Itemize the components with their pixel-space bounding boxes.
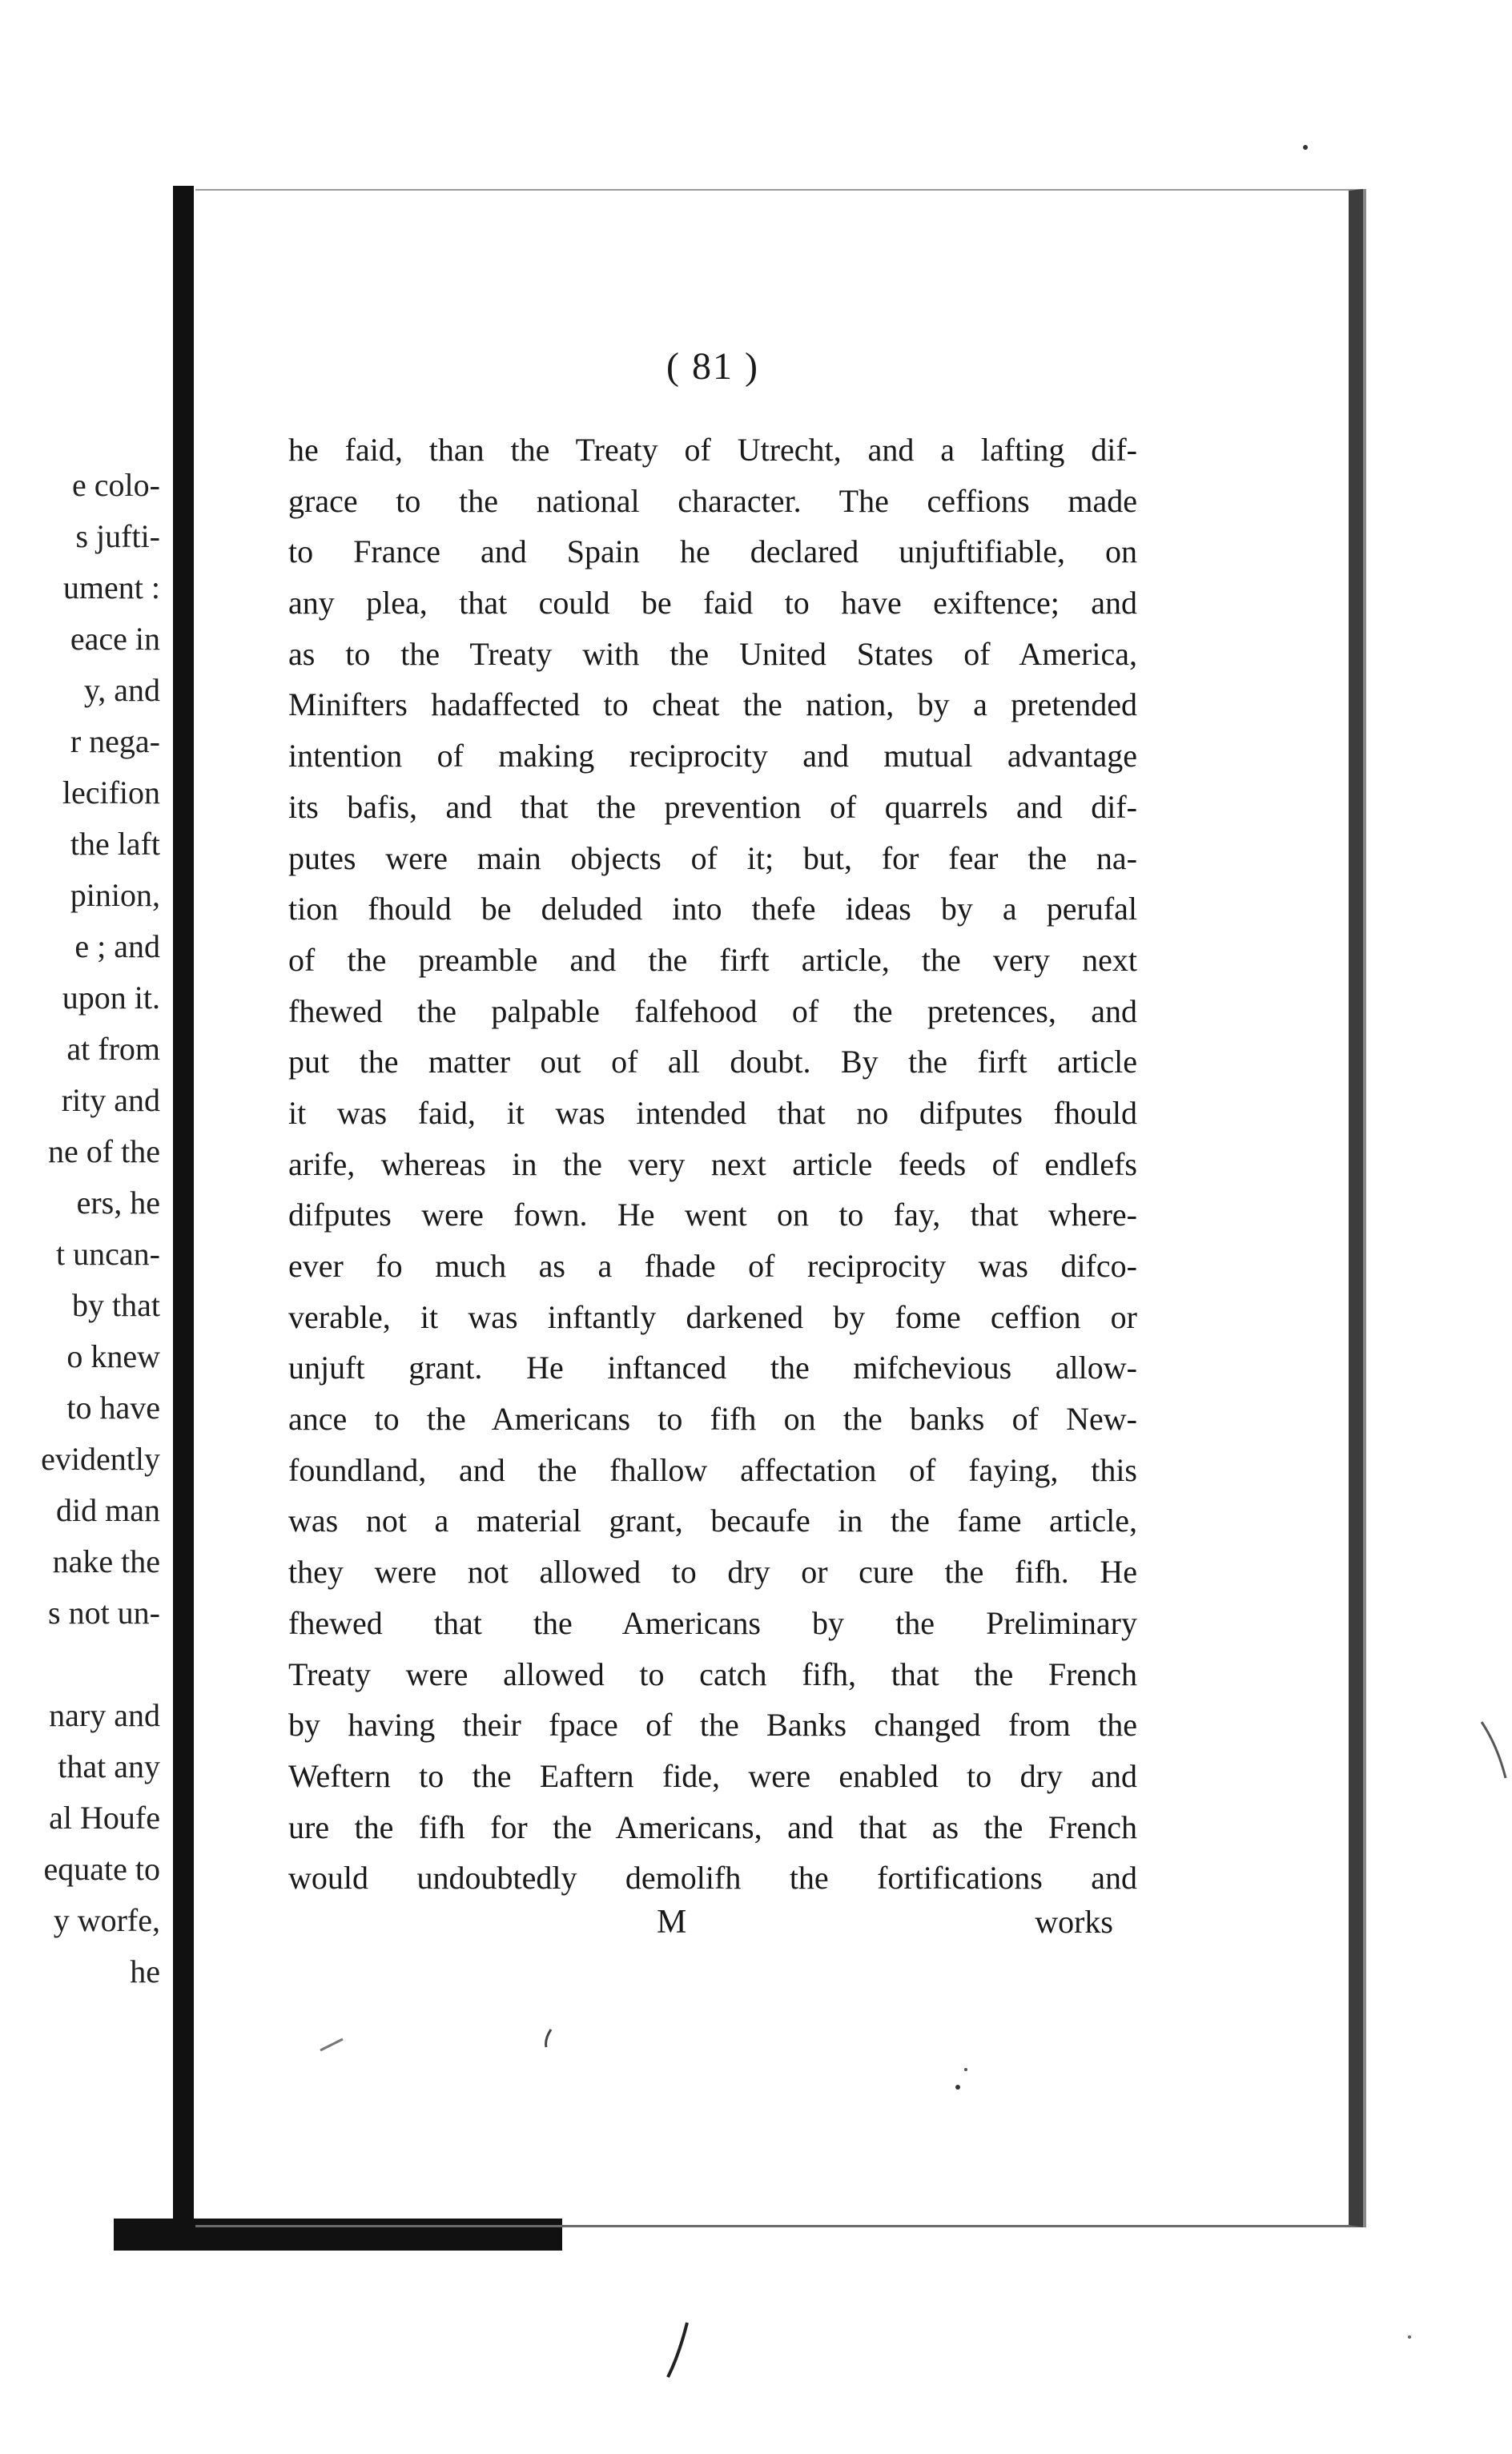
- left-line: y, and: [83, 672, 160, 708]
- text-line: putes were main objects of it; but, for fear the na-: [288, 839, 1137, 876]
- left-line: ers, he: [76, 1185, 160, 1221]
- speck: [1408, 2335, 1411, 2339]
- text-line: to France and Spain he declared unjuftifiable, on: [288, 533, 1137, 570]
- text-line: difputes were fown. He went on to fay, that where-: [288, 1197, 1137, 1233]
- text-line: any plea, that could be faid to have exiftence; and: [288, 585, 1137, 622]
- left-line: he: [130, 1953, 160, 1989]
- body-text: [288, 424, 1137, 1904]
- text-line: foundland, and the fhallow affectation of faying, this: [288, 1451, 1137, 1488]
- speck: [1303, 145, 1308, 150]
- stray-mark-right: [1482, 1722, 1506, 1778]
- left-line: evidently: [41, 1441, 160, 1477]
- left-line: e colo-: [72, 467, 160, 503]
- left-page-fragment: [0, 449, 168, 2050]
- left-line: al Houfe: [49, 1800, 160, 1836]
- text-line: its bafis, and that the prevention of quarrels and dif-: [288, 788, 1137, 825]
- stray-mark-bottom: [668, 2323, 687, 2377]
- page-number: ( 81 ): [666, 345, 759, 388]
- text-line: ance to the Americans to fifh on the banks of New-: [288, 1401, 1137, 1438]
- text-line: was not a material grant, becaufe in the fame article,: [288, 1503, 1137, 1539]
- text-line: fhewed the palpable falfehood of the pretences, and: [288, 992, 1137, 1029]
- left-line: that any: [58, 1748, 160, 1784]
- page-footer: [288, 1898, 1137, 1946]
- text-line: tion fhould be deluded into thefe ideas by a perufal: [288, 891, 1137, 927]
- left-line: ument :: [62, 569, 160, 605]
- text-line: Weftern to the Eaftern fide, were enabled to dry and: [288, 1757, 1137, 1794]
- catchword: works: [1035, 1904, 1113, 1940]
- text-line: it was faid, it was intended that no difputes fhould: [288, 1094, 1137, 1131]
- text-line: he faid, than the Treaty of Utrecht, and a lafting dif-: [288, 432, 1137, 468]
- text-line: fhewed that the Americans by the Preliminary: [288, 1604, 1137, 1641]
- left-line: lecifion: [62, 774, 160, 811]
- left-line: o knew: [66, 1338, 160, 1374]
- text-line: they were not allowed to dry or cure the fifh. He: [288, 1554, 1137, 1591]
- left-line: to have: [66, 1390, 160, 1426]
- text-line: ure the fifh for the Americans, and that as the French: [288, 1808, 1137, 1845]
- left-line: eace in: [70, 621, 160, 657]
- text-line: as to the Treaty with the United States of America,: [288, 635, 1137, 672]
- text-line: put the matter out of all doubt. By the firft article: [288, 1044, 1137, 1080]
- text-line: Minifters hadaffected to cheat the nation, by a pretended: [288, 686, 1137, 723]
- left-line: upon it.: [62, 980, 160, 1016]
- text-line: Treaty were allowed to catch fifh, that the French: [288, 1655, 1137, 1692]
- left-line: s jufti-: [75, 518, 160, 554]
- text-line: would undoubtedly demolifh the fortifications and: [288, 1860, 1137, 1897]
- text-line: intention of making reciprocity and mutual advantage: [288, 738, 1137, 774]
- left-line: pinion,: [70, 877, 160, 913]
- left-line: s not un-: [48, 1595, 160, 1631]
- left-line: ne of the: [48, 1133, 160, 1169]
- left-line: t uncan-: [56, 1236, 160, 1272]
- text-line: arife, whereas in the very next article feeds of endlefs: [288, 1145, 1137, 1182]
- text-line: of the preamble and the firft article, the very next: [288, 941, 1137, 978]
- signature-mark: M: [657, 1904, 687, 1941]
- left-line: nary and: [49, 1697, 160, 1733]
- left-line: nake the: [52, 1543, 160, 1579]
- left-line: did man: [56, 1492, 160, 1528]
- text-line: by having their fpace of the Banks changed from the: [288, 1707, 1137, 1744]
- text-line: unjuft grant. He inftanced the mifchevious allow-: [288, 1350, 1137, 1386]
- left-line: by that: [72, 1287, 160, 1323]
- left-line: e ; and: [74, 928, 160, 964]
- left-line: y worfe,: [53, 1902, 160, 1938]
- left-line: r nega-: [70, 723, 160, 759]
- left-line: equate to: [43, 1851, 160, 1887]
- left-line: the laft: [70, 826, 160, 862]
- text-line: grace to the national character. The ceffions made: [288, 482, 1137, 519]
- left-line: rity and: [61, 1082, 160, 1118]
- text-line: verable, it was inftantly darkened by fome ceffion or: [288, 1298, 1137, 1335]
- text-line: ever fo much as a fhade of reciprocity was difco-: [288, 1248, 1137, 1284]
- binding-gutter-rule: [173, 186, 194, 2249]
- left-line: at from: [66, 1031, 160, 1067]
